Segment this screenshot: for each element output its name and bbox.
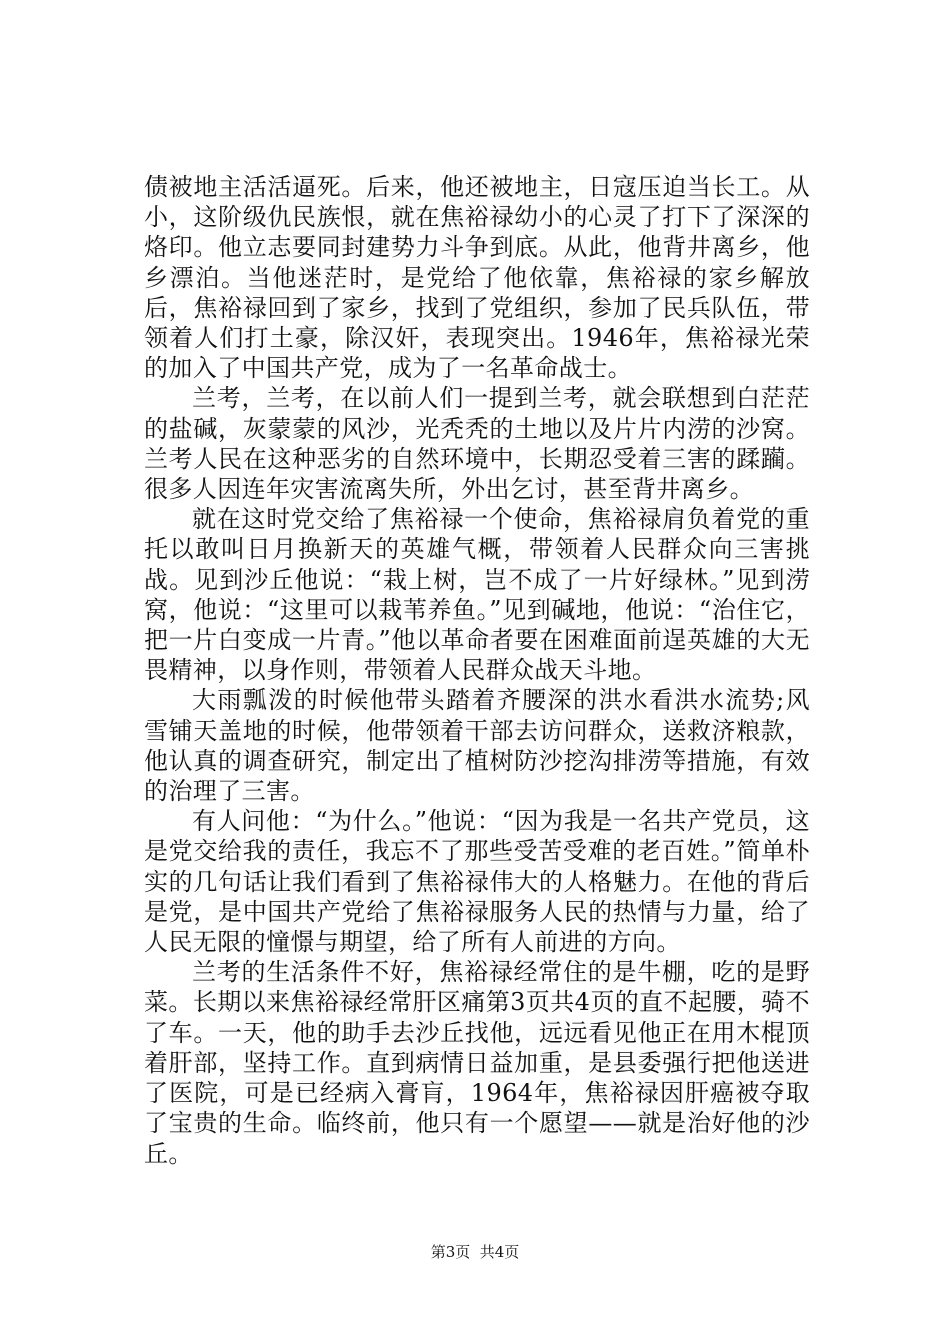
document-body — [144, 172, 810, 1169]
page-footer — [0, 1242, 950, 1262]
paragraph-illness: 兰考的生活条件不好，焦裕禄经常住的是牛棚，吃的是野菜。长期以来焦裕禄经常肝区痛第3页共4页的直不起腰，骑不了车。一天，他的助手去沙丘找他，远远看见他正在用木棍顶着肝部，坚持工作。直到病情日益加重，是县委强行把他送进了医院，可是已经病入膏肓，1964年，焦裕禄因肝癌被夺取了宝贵的生命。临终前，他只有一个愿望——就是治好他的沙丘。 — [144, 958, 810, 1168]
paragraph-why: 有人问他：“为什么。”他说：“因为我是一名共产党员，这是党交给我的责任，我忘不了那些受苦受难的老百姓。”简单朴实的几句话让我们看到了焦裕禄伟大的人格魅力。在他的背后是党，是中国共产党给了焦裕禄服务人民的热情与力量，给了人民无限的憧憬与期望，给了所有人前进的方向。 — [144, 807, 810, 957]
paragraph-lankao: 兰考，兰考，在以前人们一提到兰考，就会联想到白茫茫的盐碱，灰蒙蒙的风沙，光秃秃的土地以及片片内涝的沙窝。兰考人民在这种恶劣的自然环境中，长期忍受着三害的蹂躏。很多人因连年灾害流离失所，外出乞讨，甚至背井离乡。 — [144, 384, 810, 504]
paragraph-mission: 就在这时党交给了焦裕禄一个使命，焦裕禄肩负着党的重托以敢叫日月换新天的英雄气概，带领着人民群众向三害挑战。见到沙丘他说：“栽上树，岂不成了一片好绿林。”见到涝窝，他说：“这里可以栽苇养鱼。”见到碱地，他说：“治住它，把一片白变成一片青。”他以革命者要在困难面前逞英雄的大无畏精神，以身作则，带领着人民群众战天斗地。 — [144, 505, 810, 685]
page-number-label: 第3页 共4页 — [430, 1243, 520, 1261]
paragraph-continued: 债被地主活活逼死。后来，他还被地主，日寇压迫当长工。从小，这阶级仇民族恨，就在焦裕禄幼小的心灵了打下了深深的烙印。他立志要同封建势力斗争到底。从此，他背井离乡，他乡漂泊。当他迷茫时，是党给了他依靠，焦裕禄的家乡解放后，焦裕禄回到了家乡，找到了党组织，参加了民兵队伍，带领着人们打土豪，除汉奸，表现突出。1946年，焦裕禄光荣的加入了中国共产党，成为了一名革命战士。 — [144, 173, 810, 383]
paragraph-storm: 大雨瓢泼的时候他带头踏着齐腰深的洪水看洪水流势;风雪铺天盖地的时候，他带领着干部去访问群众，送救济粮款，他认真的调查研究，制定出了植树防沙挖沟排涝等措施，有效的治理了三害。 — [144, 686, 810, 806]
